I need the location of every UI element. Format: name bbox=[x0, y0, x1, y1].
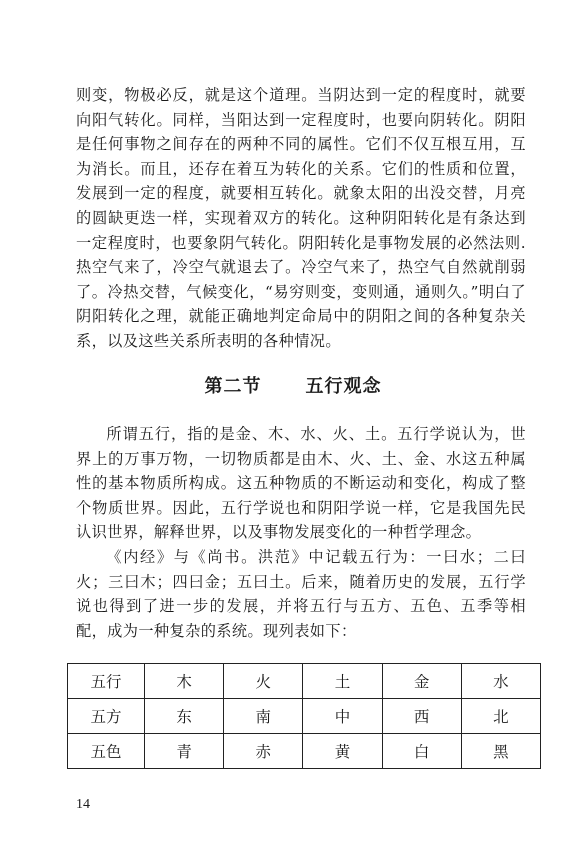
table-cell: 黄 bbox=[303, 734, 382, 769]
section-title: 五行观念 bbox=[305, 376, 382, 397]
table-cell: 北 bbox=[461, 699, 540, 734]
row-header: 五方 bbox=[68, 699, 145, 734]
section-heading bbox=[0, 372, 586, 398]
body-paragraph-yin-yang-conversion: 则变，物极必反，就是这个道理。当阴达到一定的程度时，就要向阳气转化。同样，当阳达到一定程度时，也要向阴转化。阴阳是任何事物之间存在的两种不同的属性。它们不仅互根互用，互为消长。而且，还存在着互为转化的关系。它们的性质和位置，发展到一定的程度，就要相互转化。就象太阳的出没交替，月亮的圆缺更迭一样，实现着双方的转化。这种阴阳转化是有条达到一定程度时，也要象阴气转化。阴阳转化是事物发展的必然法则.热空气来了，冷空气就退去了。冷空气来了，热空气自然就削弱了。冷热交替，气候变化，“易穷则变，变则通，通则久。”明白了阴阳转化之理，就能正确地判定命局中的阴阳之间的各种复杂关系，以及这些关系所表明的各种情况。 bbox=[76, 86, 526, 350]
table-cell: 青 bbox=[145, 734, 224, 769]
table-cell: 火 bbox=[224, 664, 303, 699]
body-paragraph-five-elements-intro: 所谓五行，指的是金、木、水、火、土。五行学说认为，世界上的万事万物，一切物质都是由木、火、土、金、水这五种属性的基本物质所构成。这五种物质的不断运动和变化，构成了整个物质世界。因此，五行学说也和阴阳学说一样，它是我国先民认识世界，解释世界，以及事物发展变化的一种哲学理念。 bbox=[76, 425, 526, 542]
table-row bbox=[68, 664, 541, 699]
table-row bbox=[68, 699, 541, 734]
table-cell: 白 bbox=[382, 734, 461, 769]
table-cell: 木 bbox=[145, 664, 224, 699]
page-number: 14 bbox=[76, 797, 90, 812]
table-cell: 金 bbox=[382, 664, 461, 699]
five-elements-table bbox=[67, 663, 541, 769]
table-cell: 土 bbox=[303, 664, 382, 699]
table-cell: 黑 bbox=[461, 734, 540, 769]
row-header: 五色 bbox=[68, 734, 145, 769]
table-cell: 赤 bbox=[224, 734, 303, 769]
table-row bbox=[68, 734, 541, 769]
body-paragraph-classics-reference: 《内经》与《尚书。洪范》中记载五行为：一曰水；二曰火；三曰木；四曰金；五曰土。后来，随着历史的发展，五行学说也得到了进一步的发展，并将五行与五方、五色、五季等相配，成为一种复杂的系统。现列表如下： bbox=[76, 548, 526, 640]
table-cell: 西 bbox=[382, 699, 461, 734]
table-cell: 东 bbox=[145, 699, 224, 734]
table-cell: 南 bbox=[224, 699, 303, 734]
section-number: 第二节 bbox=[204, 376, 262, 397]
table-cell: 中 bbox=[303, 699, 382, 734]
table-cell: 水 bbox=[461, 664, 540, 699]
row-header: 五行 bbox=[68, 664, 145, 699]
